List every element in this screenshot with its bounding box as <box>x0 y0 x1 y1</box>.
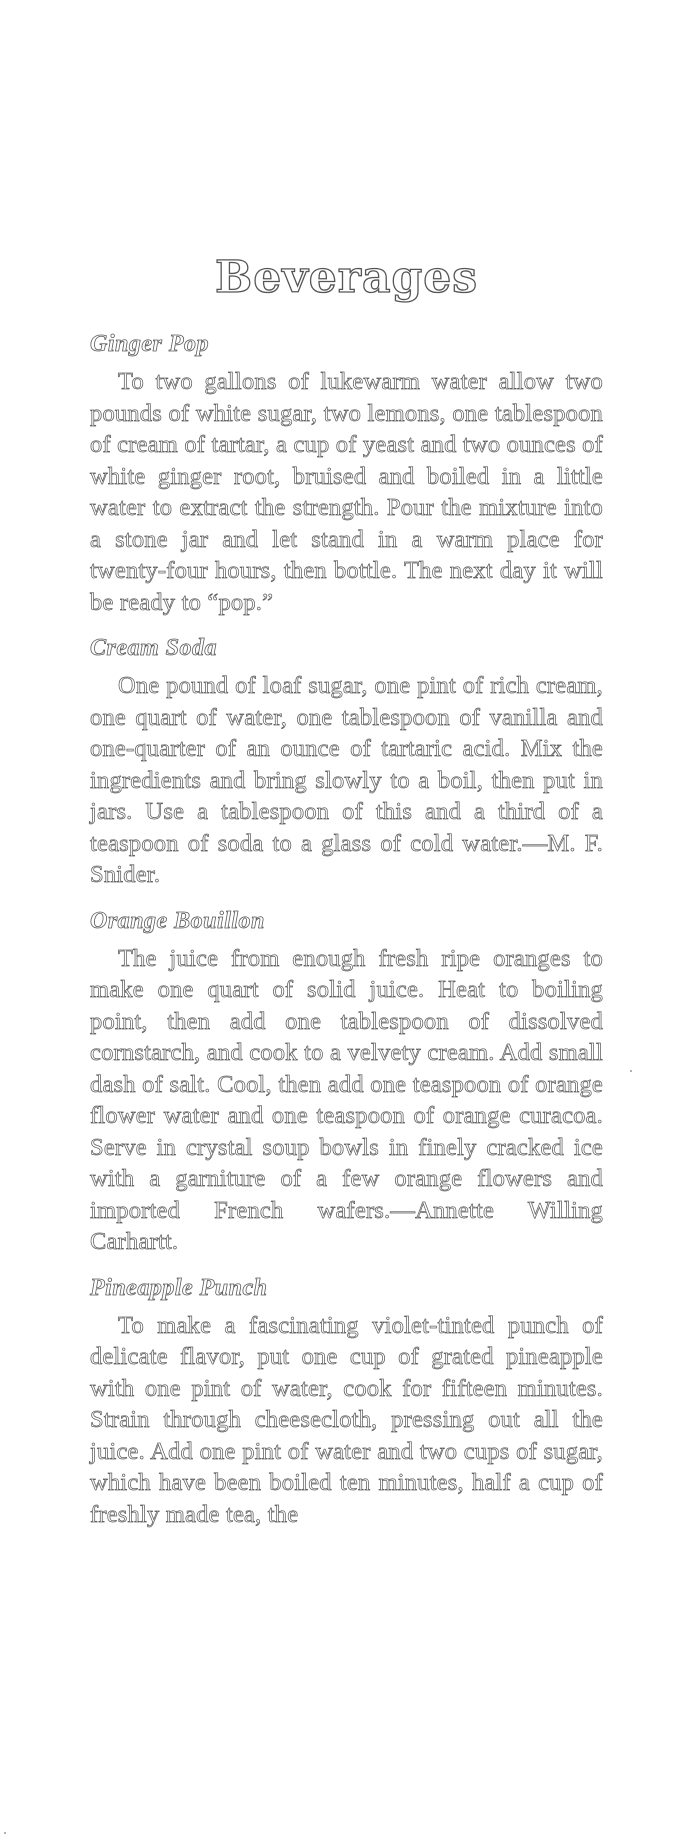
section-title: Beverages <box>215 252 478 303</box>
recipe-title: Orange Bouillon <box>90 907 265 934</box>
recipe-body: One pound of loaf sugar, one pint of rich cream, one quart of water, one tablespoon of vanilla and one-quarter of an ounce of tartaric acid. Mix the ingredients and bring slowly to a boil, then put in jars. Use a tablespoon of this and a third of a teaspoon of soda to a glass of cold water.—M. F. Snider. <box>90 672 603 888</box>
recipe-title: Ginger Pop <box>90 331 209 357</box>
recipe-body: To make a fascinating violet-tinted punch of delicate flavor, put one cup of grated pineapple with one pint of water, cook for fifteen minutes. Strain through cheesecloth, pressing out all the juice. Add one pint of water and two cups of sugar, which have been boiled ten minutes, half a cup of freshly made tea, the <box>90 1311 603 1528</box>
recipe-body: To two gallons of lukewarm water allow two pounds of white sugar, two lemons, one tablespoon of cream of tartar, a cup of yeast and two ounces of white ginger root, bruised and boiled in a little water to extract the strength. Pour the mixture into a stone jar and let stand in a warm place for twenty-four hours, then bottle. The next day it will be ready to “pop.” <box>90 368 603 616</box>
paper-speck <box>630 1070 632 1072</box>
recipe-title: Pineapple Punch <box>90 1274 268 1301</box>
recipe-orange-bouillon <box>90 905 603 1258</box>
recipe-pineapple-punch <box>90 1272 603 1531</box>
recipe-ginger-pop <box>90 328 603 618</box>
paper-speck <box>4 1832 6 1834</box>
recipe-cream-soda <box>90 632 603 891</box>
text-column <box>90 250 603 1544</box>
recipe-title: Cream Soda <box>90 635 218 661</box>
recipe-body: The juice from enough fresh ripe oranges to make one quart of solid juice. Heat to boiling point, then add one tablespoon of dissolved cornstarch, and cook to a velvety cream. Add small dash of salt. Cool, then add one teaspoon of orange flower water and one teaspoon of orange curacoa. Serve in crystal soup bowls in finely cracked ice with a garniture of a few orange flowers and imported French wafers.—Annette Willing Carhartt. <box>90 944 603 1255</box>
